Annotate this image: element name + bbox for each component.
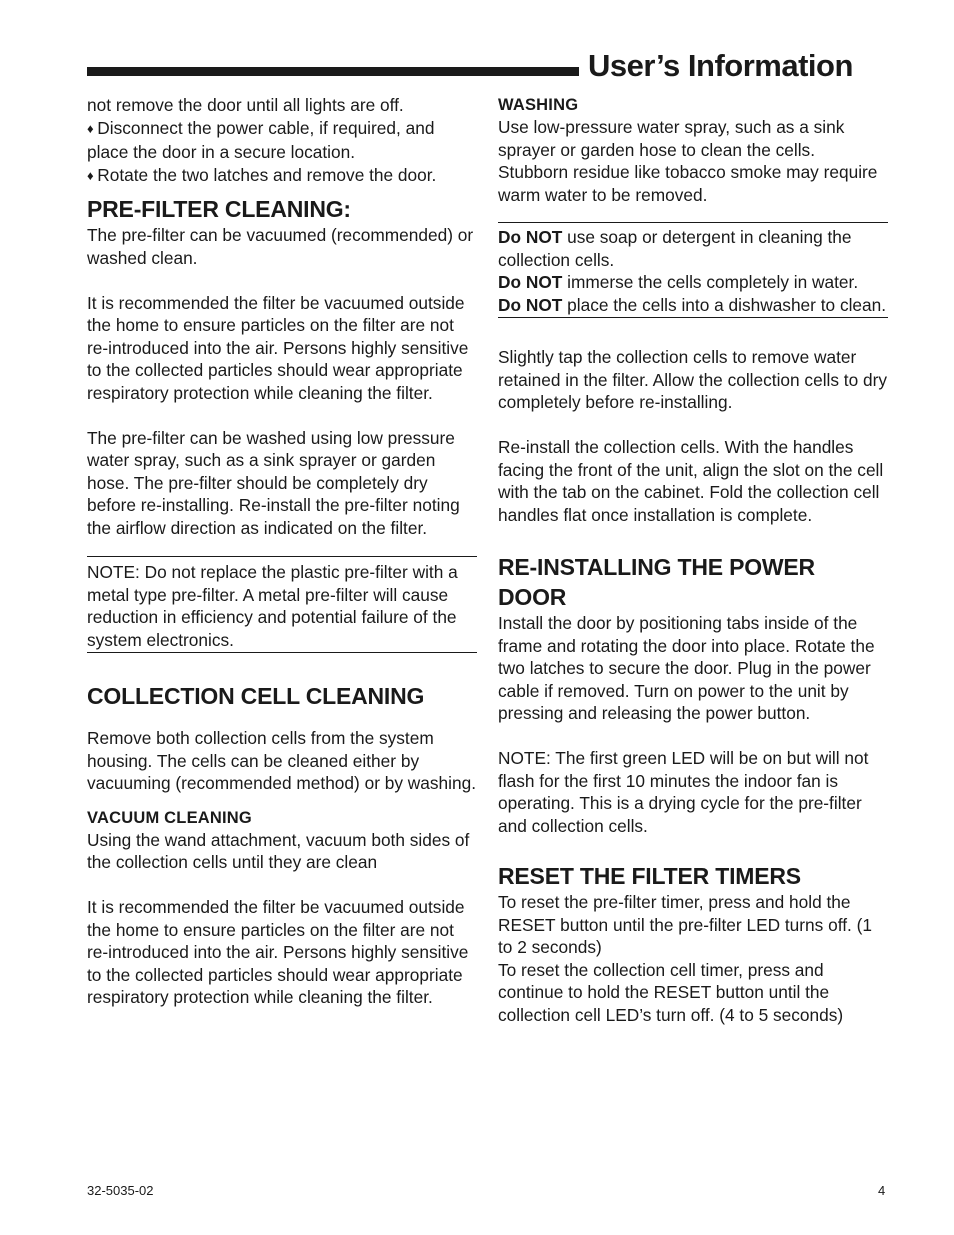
reinstall-cells-paragraph: Re-install the collection cells. With the handles facing the front of the unit, align the slot on the cell with the tab on the cabinet. Fold the collection cell handles flat once installation is complete.: [498, 437, 884, 525]
prefilter-paragraph-2: It is recommended the filter be vacuumed outside the home to ensure particles on the filter are not re-introduced into the air. Persons highly sensitive to the collected particles should wear appropriate respiratory protection while cleaning the filter.: [87, 292, 469, 403]
collection-cell-heading: COLLECTION CELL CLEANING: [87, 683, 425, 709]
reset-timers-heading: RESET THE FILTER TIMERS: [498, 863, 801, 889]
warning-no-immerse: Do NOT immerse the cells completely in water.: [498, 272, 859, 292]
reset-paragraph-1: To reset the pre-filter timer, press and hold the RESET button until the pre-filter LED turns off. (1 to 2 seconds): [498, 892, 872, 957]
bullet-rotate-latches: ♦ Rotate the two latches and remove the door.: [87, 164, 477, 189]
collection-paragraph-1: Remove both collection cells from the system housing. The cells can be cleaned either by vacuuming (recommended method) or by washing.: [87, 728, 477, 793]
reset-paragraph-2: To reset the collection cell timer, press and continue to hold the RESET button until the collection cell LED’s turn off. (4 to 5 seconds): [498, 959, 844, 1025]
prefilter-heading: PRE-FILTER CLEANING:: [87, 196, 351, 222]
prefilter-note: NOTE: Do not replace the plastic pre-filter with a metal type pre-filter. A metal pre-filter will cause reduction in efficiency and potential failure of the system electronics.: [87, 562, 458, 650]
warning-no-soap: Do NOT use soap or detergent in cleaning the collection cells.: [498, 227, 852, 270]
left-column: [87, 94, 477, 1009]
intro-line: not remove the door until all lights are off.: [87, 95, 404, 115]
page-number: 4: [878, 1183, 886, 1198]
vacuum-cleaning-heading: VACUUM CLEANING: [87, 808, 252, 827]
warning-no-dishwasher: Do NOT place the cells into a dishwasher to clean.: [498, 294, 887, 315]
prefilter-paragraph-3: The pre-filter can be washed using low pressure water spray, such as a sink sprayer or garden hose. The pre-filter should be completely dry before re-installing. Re-install the pre-filter noting the airflow direction as indicated on the filter.: [87, 427, 460, 538]
washing-heading: WASHING: [498, 96, 579, 114]
vacuum-paragraph-2: It is recommended the filter be vacuumed outside the home to ensure particles on the filter are not re-introduced into the air. Persons highly sensitive to the collected particles should wear appropriate respiratory protection while cleaning the filter.: [87, 897, 469, 1007]
washing-paragraph-1: Use low-pressure water spray, such as a sink sprayer or garden hose to clean the cells. Stubborn residue like tobacco smoke may require warm water to be removed.: [498, 117, 878, 205]
reinstall-door-heading: RE-INSTALLING THE POWER DOOR: [498, 554, 815, 610]
vacuum-paragraph-1: Using the wand attachment, vacuum both sides of the collection cells until they are clean: [87, 829, 470, 872]
right-column: [498, 94, 888, 1026]
prefilter-paragraph-1: The pre-filter can be vacuumed (recommended) or washed clean.: [87, 225, 474, 268]
reinstall-door-paragraph: Install the door by positioning tabs inside of the frame and rotating the door into place. Rotate the two latches to secure the door. Plug in the power cable if removed. Turn on power to the unit by pressing and releasing the power button.: [498, 613, 875, 723]
led-note: NOTE: The first green LED will be on but will not flash for the first 10 minutes the indoor fan is operating. This is a drying cycle for the pre-filter and collection cells.: [498, 748, 869, 836]
header-rule: [87, 67, 579, 76]
page-title: User’s Information: [588, 48, 853, 83]
document-number: 32-5035-02: [87, 1183, 154, 1198]
tap-cells-paragraph: Slightly tap the collection cells to remove water retained in the filter. Allow the collection cells to dry completely before re-installing.: [498, 347, 888, 412]
bullet-disconnect-power: ♦ Disconnect the power cable, if required, and place the door in a secure location.: [87, 117, 477, 164]
